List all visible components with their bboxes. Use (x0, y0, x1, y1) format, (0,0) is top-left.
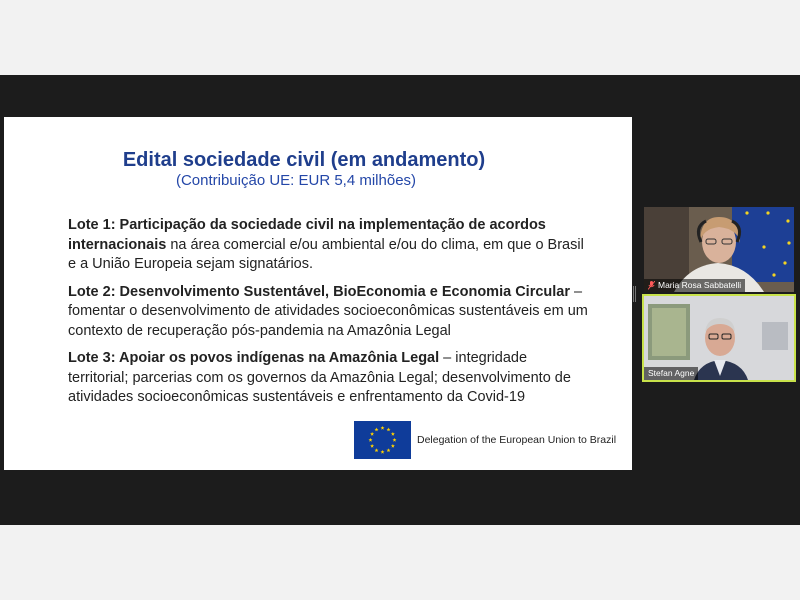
video-tile-participant-2[interactable] (642, 294, 796, 382)
lot-3-heading: Lote 3: Apoiar os povos indígenas na Amazônia Legal (68, 350, 440, 366)
participant-1-name: Maria Rosa Sabbatelli (658, 280, 742, 290)
participant-1-name-tag (644, 279, 745, 292)
lot-1 (68, 216, 588, 275)
lot-1-heading: Lote 1: Participação da sociedade civil na implementação de acordos internacionais (68, 217, 546, 253)
slide-title: Edital sociedade civil (em andamento) (122, 149, 486, 171)
shared-slide (4, 117, 632, 470)
video-tile-participant-1[interactable] (644, 207, 794, 292)
lot-2-text: – fomentar o desenvolvimento de atividades socioeconômicas sustentáveis em um contexto de recuperação pós-pandemia na Amazônia Legal (68, 283, 588, 339)
eu-delegation-label: Delegation of the European Union to Brazil (417, 434, 617, 446)
eu-flag-icon (354, 421, 411, 459)
letterbox-bottom (0, 525, 800, 600)
lot-1-text: na área comercial e/ou ambiental e/ou do clima, em que o Brasil e a União Europeia sejam signatários. (68, 236, 584, 272)
letterbox-top (0, 0, 800, 75)
lot-3-text: – integridade territorial; parcerias com os governos da Amazônia Legal; desenvolvimento de atividades socioeconômicas sustentáveis e enfrentamento da Covid-19 (68, 350, 571, 405)
lots-list (68, 216, 588, 416)
panel-splitter-handle[interactable] (633, 286, 636, 302)
participant-2-name-tag (644, 367, 698, 380)
lot-2-heading: Lote 2: Desenvolvimento Sustentável, BioEconomia e Economia Circular (68, 283, 570, 300)
participant-2-name: Stefan Agne (648, 368, 695, 378)
slide-subtitle: (Contribuição UE: EUR 5,4 milhões) (175, 172, 417, 189)
eu-footer (354, 421, 624, 461)
lot-2 (68, 283, 588, 342)
mic-muted-icon (648, 281, 655, 290)
lot-3 (68, 349, 588, 408)
